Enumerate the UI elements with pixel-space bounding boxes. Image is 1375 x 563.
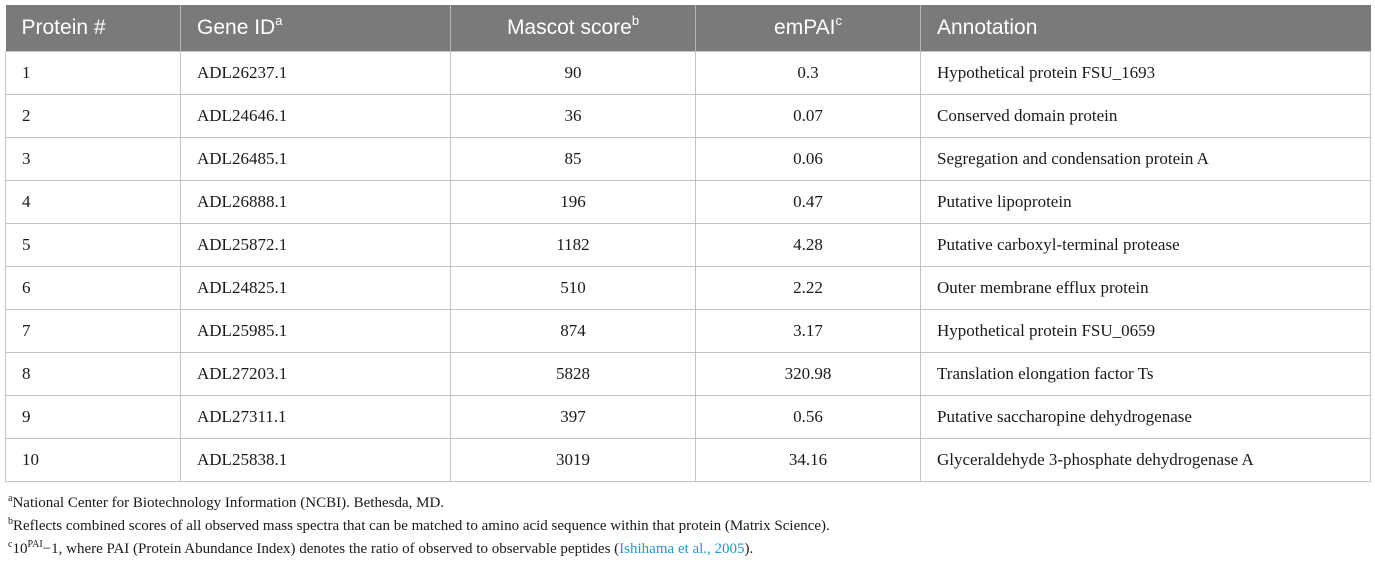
table-row [6, 396, 1371, 439]
cell-mascot-score: 85 [451, 138, 696, 181]
cell-gene-id: ADL24825.1 [181, 267, 451, 310]
cell-empai: 4.28 [696, 224, 921, 267]
table-row [6, 52, 1371, 95]
header-annotation: Annotation [921, 5, 1371, 52]
cell-protein-number: 8 [6, 353, 181, 396]
cell-gene-id: ADL24646.1 [181, 95, 451, 138]
table-row [6, 138, 1371, 181]
header-empai: emPAI$^c$ [696, 5, 921, 52]
cell-protein-number: 9 [6, 396, 181, 439]
cell-empai: 0.3 [696, 52, 921, 95]
cell-gene-id: ADL26237.1 [181, 52, 451, 95]
cell-protein-number: 2 [6, 95, 181, 138]
cell-empai: 320.98 [696, 353, 921, 396]
cell-protein-number: 5 [6, 224, 181, 267]
cell-empai: 0.06 [696, 138, 921, 181]
cell-protein-number: 6 [6, 267, 181, 310]
cell-protein-number: 1 [6, 52, 181, 95]
cell-annotation: Segregation and condensation protein A [921, 138, 1371, 181]
cell-annotation: Putative saccharopine dehydrogenase [921, 396, 1371, 439]
cell-annotation: Conserved domain protein [921, 95, 1371, 138]
cell-protein-number: 7 [6, 310, 181, 353]
cell-gene-id: ADL25872.1 [181, 224, 451, 267]
cell-mascot-score: 196 [451, 181, 696, 224]
table-row [6, 353, 1371, 396]
cell-mascot-score: 5828 [451, 353, 696, 396]
cell-annotation: Hypothetical protein FSU_0659 [921, 310, 1371, 353]
cell-mascot-score: 36 [451, 95, 696, 138]
cell-gene-id: ADL25838.1 [181, 439, 451, 482]
protein-table [5, 5, 1371, 482]
cell-protein-number: 10 [6, 439, 181, 482]
cell-empai: 2.22 [696, 267, 921, 310]
results-table-container [5, 5, 1370, 561]
header-protein-number: Protein # [6, 5, 181, 52]
cell-gene-id: ADL26888.1 [181, 181, 451, 224]
cell-gene-id: ADL26485.1 [181, 138, 451, 181]
cell-protein-number: 3 [6, 138, 181, 181]
cell-mascot-score: 1182 [451, 224, 696, 267]
cell-empai: 34.16 [696, 439, 921, 482]
citation-link[interactable]: Ishihama et al., 2005 [619, 541, 745, 557]
footnote-b: $^b$Reflects combined scores of all observed mass spectra that can be matched to amino acid sequence within that protein (Matrix Science). [8, 516, 830, 534]
table-row [6, 267, 1371, 310]
table-footnotes [5, 492, 1370, 561]
footnote-c: $^c10^{PAI}-1$, where PAI (Protein Abundance Index) denotes the ratio of observed to observable peptides (Ishihama et al., 2005). [8, 539, 754, 557]
cell-empai: 0.47 [696, 181, 921, 224]
table-row [6, 181, 1371, 224]
cell-annotation: Outer membrane efflux protein [921, 267, 1371, 310]
cell-mascot-score: 397 [451, 396, 696, 439]
cell-annotation: Putative lipoprotein [921, 181, 1371, 224]
cell-mascot-score: 874 [451, 310, 696, 353]
table-row [6, 439, 1371, 482]
cell-annotation: Hypothetical protein FSU_1693 [921, 52, 1371, 95]
cell-annotation: Translation elongation factor Ts [921, 353, 1371, 396]
cell-empai: 3.17 [696, 310, 921, 353]
table-row [6, 310, 1371, 353]
cell-empai: 0.56 [696, 396, 921, 439]
cell-mascot-score: 3019 [451, 439, 696, 482]
cell-annotation: Putative carboxyl-terminal protease [921, 224, 1371, 267]
footnote-a: $^a$National Center for Biotechnology Information (NCBI). Bethesda, MD. [8, 493, 445, 511]
cell-gene-id: ADL25985.1 [181, 310, 451, 353]
table-row [6, 224, 1371, 267]
cell-empai: 0.07 [696, 95, 921, 138]
table-row [6, 95, 1371, 138]
header-row [6, 5, 1371, 52]
cell-gene-id: ADL27311.1 [181, 396, 451, 439]
cell-gene-id: ADL27203.1 [181, 353, 451, 396]
cell-annotation: Glyceraldehyde 3-phosphate dehydrogenase A [921, 439, 1371, 482]
header-gene-id: Gene $ID^a$ [181, 5, 451, 52]
cell-mascot-score: 90 [451, 52, 696, 95]
header-mascot-score: Mascot score$^b$ [451, 5, 696, 52]
cell-mascot-score: 510 [451, 267, 696, 310]
cell-protein-number: 4 [6, 181, 181, 224]
